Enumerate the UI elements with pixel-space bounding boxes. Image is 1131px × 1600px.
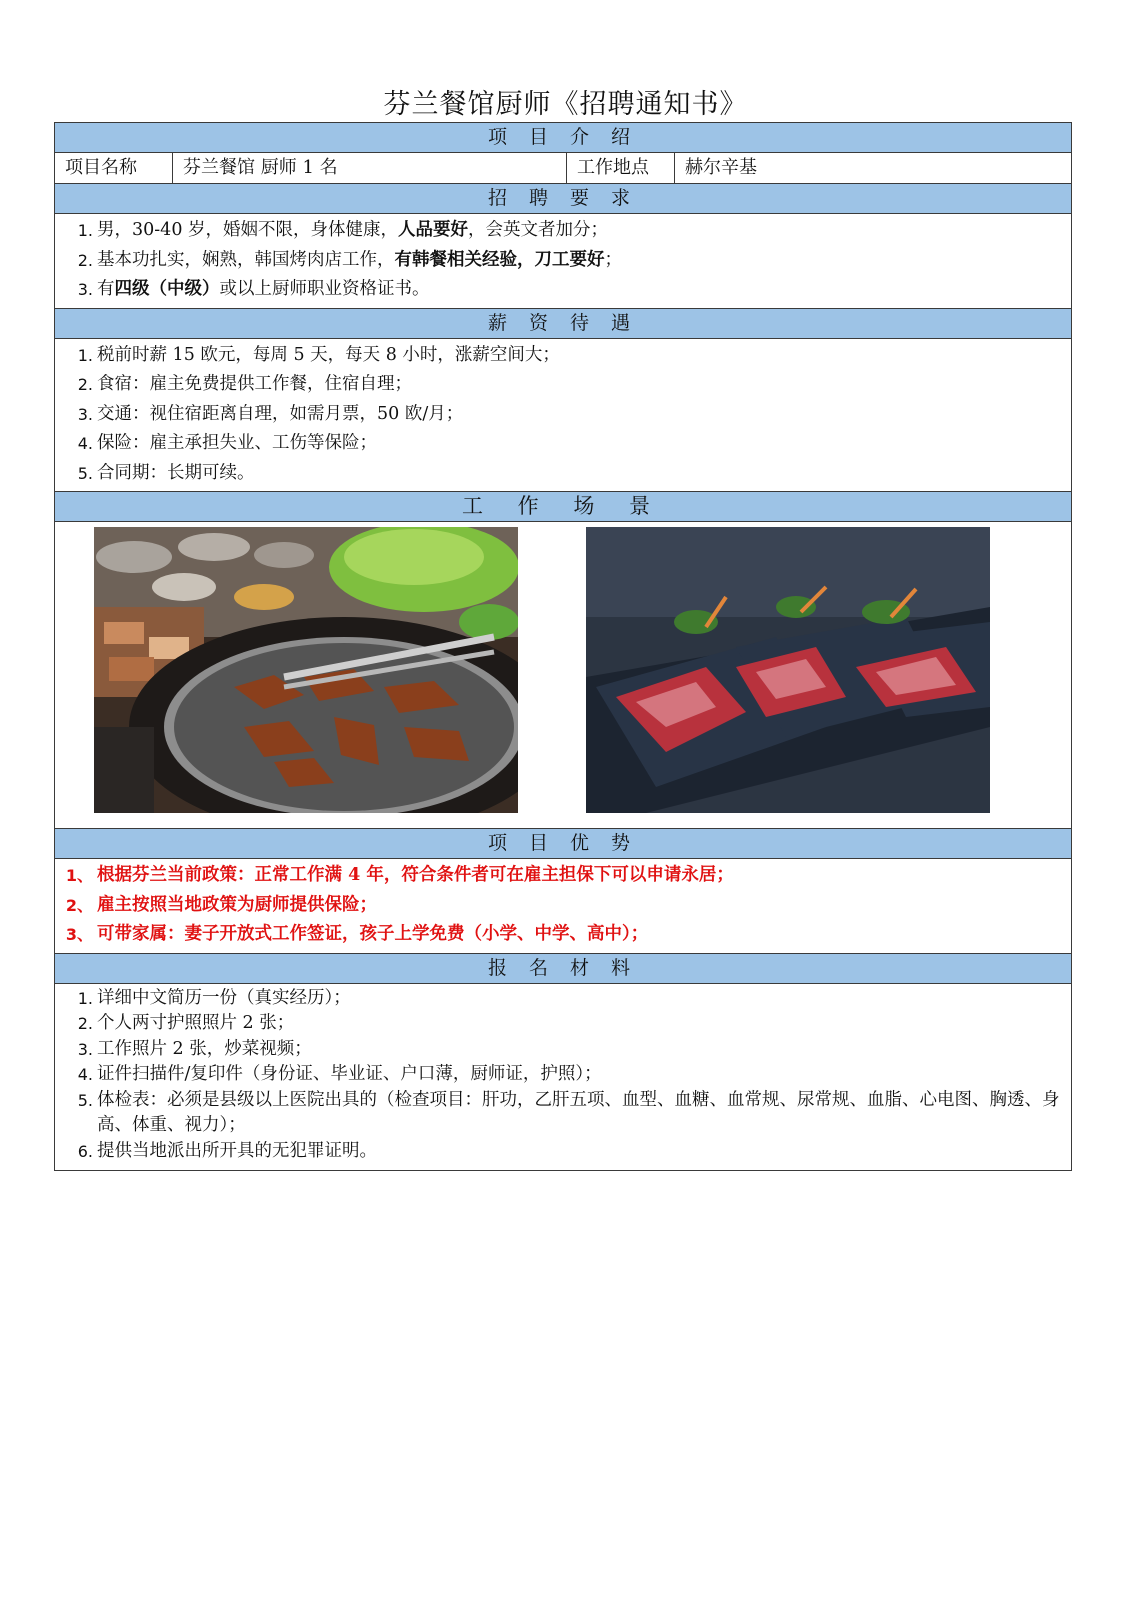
item-text: 根据芬兰当前政策：正常工作满 4 年，符合条件者可在雇主担保下可以申请永居；	[97, 865, 734, 885]
list-item	[55, 216, 1071, 246]
item-emphasis: 人品要好	[398, 220, 469, 240]
list-item	[55, 986, 1071, 1012]
list-item	[55, 1062, 1071, 1088]
section-header-project-intro: 项 目 介 绍	[55, 123, 1071, 153]
item-text: 保险：雇主承担失业、工伤等保险；	[97, 433, 377, 453]
item-number: 1、	[65, 866, 93, 885]
list-item	[55, 920, 1071, 950]
item-text: 体检表：必须是县级以上医院出具的（检查项目：肝功，乙肝五项、血型、血糖、血常规、尿常规、血脂、心电图、胸透、身高、体重、视力）；	[97, 1089, 1060, 1135]
item-number: 2.	[77, 250, 93, 270]
item-text: ，会英文者加分；	[468, 220, 609, 240]
bbq-grill-photo	[94, 527, 518, 813]
item-emphasis: 有韩餐相关经验，刀工要好	[394, 249, 605, 270]
recruitment-table	[54, 122, 1072, 1171]
beef-platter-photo	[586, 527, 990, 813]
section-header-advantages: 项 目 优 势	[55, 829, 1071, 859]
item-text: 提供当地派出所开具的无犯罪证明。	[97, 1140, 377, 1161]
section-header-requirements: 招 聘 要 求	[55, 184, 1071, 214]
item-text: 男，30-40 岁，婚姻不限，身体健康，	[97, 220, 399, 240]
list-item	[55, 275, 1071, 305]
salary-list	[55, 339, 1071, 493]
item-text: 税前时薪 15 欧元，每周 5 天，每天 8 小时，涨薪空间大；	[97, 344, 560, 365]
project-info-row	[55, 153, 1071, 184]
list-item	[55, 861, 1071, 891]
item-text: 基本功扎实，娴熟，韩国烤肉店工作，	[97, 249, 395, 270]
location-label: 工作地点	[567, 153, 675, 183]
section-header-scene: 工 作 场 景	[55, 492, 1071, 522]
item-number: 5.	[77, 1090, 93, 1110]
list-item	[55, 1037, 1071, 1063]
project-name-label: 项目名称	[55, 153, 173, 183]
item-text: 或以上厨师职业资格证书。	[219, 279, 430, 299]
item-number: 1.	[77, 221, 93, 240]
list-item	[55, 891, 1071, 921]
item-text: 证件扫描件/复印件（身份证、毕业证、户口薄，厨师证，护照）；	[97, 1064, 602, 1084]
item-number: 3.	[77, 404, 93, 424]
item-text: 合同期：长期可续。	[97, 462, 255, 483]
item-number: 1.	[77, 988, 93, 1008]
list-item	[55, 1011, 1071, 1037]
item-number: 4.	[77, 434, 93, 453]
item-number: 3.	[77, 280, 93, 299]
section-header-materials: 报 名 材 料	[55, 954, 1071, 984]
materials-list	[55, 984, 1071, 1171]
list-item	[55, 246, 1071, 276]
item-number: 2.	[77, 1014, 93, 1033]
item-text: 工作照片 2 张，炒菜视频；	[97, 1038, 312, 1059]
scene-photos	[55, 522, 1071, 829]
item-text: 可带家属：妻子开放式工作签证，孩子上学免费（小学、中学、高中）；	[97, 924, 649, 944]
item-number: 6.	[77, 1141, 93, 1161]
item-number: 3、	[65, 925, 93, 944]
item-number: 4.	[77, 1065, 93, 1084]
page-title: 芬兰餐馆厨师《招聘通知书》	[383, 89, 748, 120]
list-item	[55, 400, 1071, 430]
list-item	[55, 429, 1071, 459]
item-number: 3.	[77, 1039, 93, 1059]
item-text: 有	[97, 279, 115, 299]
list-item	[55, 459, 1071, 489]
list-item	[55, 370, 1071, 400]
item-number: 1.	[77, 345, 93, 365]
item-emphasis: 四级（中级）	[114, 279, 220, 299]
section-header-salary: 薪 资 待 遇	[55, 309, 1071, 339]
list-item	[55, 341, 1071, 371]
item-text: 交通：视住宿距离自理，如需月票，50 欧/月；	[97, 403, 464, 424]
item-text: ；	[604, 249, 622, 270]
project-name-value: 芬兰餐馆 厨师 1 名	[173, 153, 567, 183]
item-number: 2.	[77, 375, 93, 394]
item-number: 5.	[77, 463, 93, 483]
item-text: 个人两寸护照照片 2 张；	[97, 1013, 295, 1033]
item-text: 食宿：雇主免费提供工作餐，住宿自理；	[97, 374, 412, 394]
location-value: 赫尔辛基	[685, 157, 757, 178]
item-text: 雇主按照当地政策为厨师提供保险；	[97, 894, 377, 915]
advantages-list	[55, 859, 1071, 954]
requirements-list	[55, 214, 1071, 309]
list-item	[55, 1088, 1071, 1139]
item-number: 2、	[65, 895, 93, 915]
list-item	[55, 1139, 1071, 1165]
item-text: 详细中文简历一份（真实经历）；	[97, 987, 351, 1008]
